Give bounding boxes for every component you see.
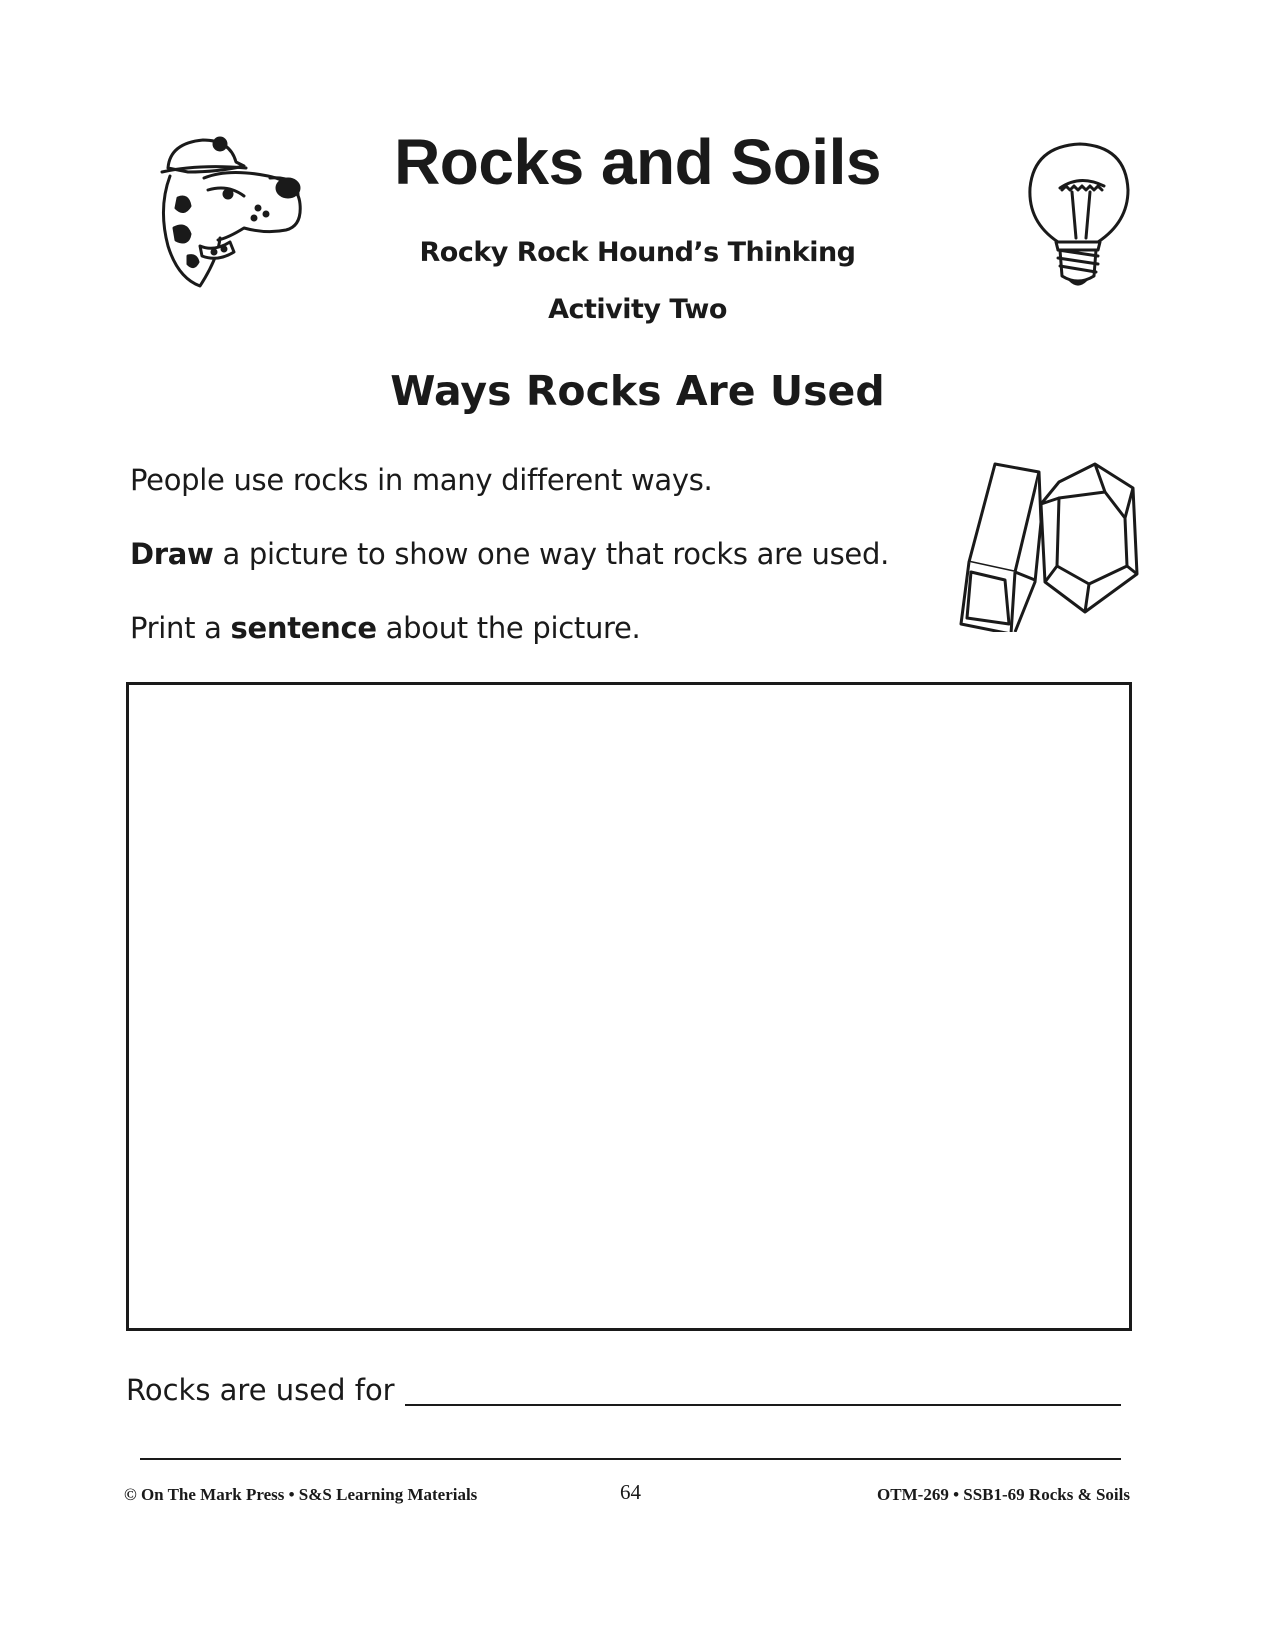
instruction-line-3 xyxy=(130,610,640,646)
instruction-line-3-start: Print a xyxy=(130,611,231,645)
answer-line-1[interactable] xyxy=(405,1404,1121,1406)
crystals-icon xyxy=(955,462,1140,632)
instruction-draw-bold: Draw xyxy=(130,537,214,571)
instruction-line-3-end: about the picture. xyxy=(376,611,641,645)
instruction-line-1: People use rocks in many different ways. xyxy=(130,463,713,497)
subtitle: Rocky Rock Hound’s Thinking xyxy=(419,237,856,268)
activity-label: Activity Two xyxy=(548,294,727,325)
footer-product-code: OTM-269 • SSB1-69 Rocks & Soils xyxy=(877,1485,1130,1504)
instruction-line-2 xyxy=(130,536,889,572)
page-title: Rocks and Soils xyxy=(394,126,881,198)
footer-publisher: © On The Mark Press • S&S Learning Materials xyxy=(124,1485,478,1504)
answer-line-2[interactable] xyxy=(140,1458,1121,1460)
drawing-box[interactable] xyxy=(126,682,1132,1331)
sentence-prompt: Rocks are used for xyxy=(126,1373,395,1407)
instruction-sentence-bold: sentence xyxy=(230,611,377,645)
instruction-line-2-text: a picture to show one way that rocks are used. xyxy=(213,537,889,571)
section-title: Ways Rocks Are Used xyxy=(390,367,885,415)
page-number: 64 xyxy=(620,1480,641,1504)
